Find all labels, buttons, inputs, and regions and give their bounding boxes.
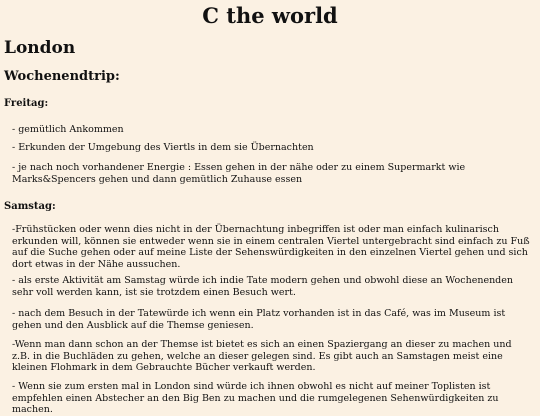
day-heading-saturday: Samstag: bbox=[4, 201, 56, 212]
list-item: - als erste Aktivität am Samstag würde ich indie Tate modern gehen und obwohl diese an Wochenenden sehr voll werden kann, ist sie trotzdem einen Besuch wert. bbox=[12, 275, 514, 298]
list-item: - Erkunden der Umgebung des Viertls in dem sie Übernachten bbox=[12, 142, 314, 153]
site-title: C the world bbox=[202, 3, 338, 28]
trip-heading: Wochenendtrip: bbox=[4, 69, 120, 84]
page-heading: London bbox=[4, 38, 76, 58]
list-item: - je nach noch vorhandener Energie : Essen gehen in der nähe oder zu einem Supermarkt wie Marks&Spencers gehen und dann gemütlich Zuhause essen bbox=[12, 162, 466, 185]
list-item: -Wenn man dann schon an der Themse ist bietet es sich an einen Spaziergang an dieser zu machen und z.B. in die Buchläden zu gehen, welche an dieser gelegen sind. Es gibt auch an Samstagen meist eine kleinen Flohmark in dem Gebrauchte Bücher verkauft werden. bbox=[12, 339, 512, 373]
list-item: - gemütlich Ankommen bbox=[12, 124, 124, 135]
list-item: -Frühstücken oder wenn dies nicht in der Übernachtung inbegriffen ist oder man einfach kulinarisch erkunden will, können sie entweder wenn sie in einem centralen Viertel untergebracht sind einfach zu Fuß auf die Suche gehen oder auf meine Liste der Sehenswürdigkeiten in den einzelnen Viertel gehen und sich dort etwas in der Nähe aussuchen. bbox=[12, 224, 530, 270]
list-item: - Wenn sie zum ersten mal in London sind würde ich ihnen obwohl es nicht auf meiner Toplisten ist empfehlen einen Abstecher an den Big Ben zu machen und die rumgelegenen Sehenwürdigkeiten zu machen. bbox=[12, 381, 499, 415]
day-heading-friday: Freitag: bbox=[4, 98, 49, 109]
list-item: - nach dem Besuch in der Tatewürde ich wenn ein Platz vorhanden ist in das Café, was im Museum ist gehen und den Ausblick auf die Themse geniesen. bbox=[12, 308, 506, 331]
